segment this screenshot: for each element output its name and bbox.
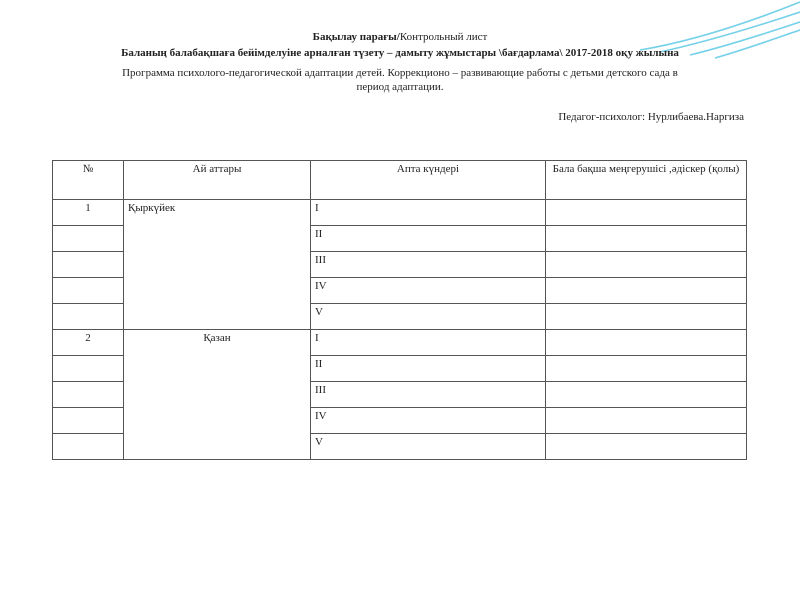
cell-signature[interactable] [546, 200, 747, 226]
cell-number [53, 252, 124, 278]
header-month: Ай аттары [124, 161, 311, 200]
subtitle-line-1: Программа психолого-педагогической адаптации детей. Коррекционо – развивающие работы с детьми детского сада в [122, 67, 678, 79]
cell-number [53, 434, 124, 460]
title-kazakh: Бақылау парағы/ [312, 31, 400, 43]
psychologist-name: Педагог-психолог: Нурлибаева.Наргиза [558, 111, 744, 123]
cell-signature[interactable] [546, 434, 747, 460]
cell-number [53, 382, 124, 408]
cell-signature[interactable] [546, 330, 747, 356]
cell-signature[interactable] [546, 226, 747, 252]
header-week: Апта күндері [311, 161, 546, 200]
header-signature: Бала бақша меңгерушісі ,әдіскер (қолы) [546, 161, 747, 200]
document-title [0, 31, 800, 44]
cell-signature[interactable] [546, 278, 747, 304]
cell-week: III [311, 252, 546, 278]
cell-week: V [311, 304, 546, 330]
document-subtitle-russian [0, 66, 800, 94]
cell-week: IV [311, 278, 546, 304]
cell-number [53, 226, 124, 252]
header-number: № [53, 161, 124, 200]
cell-signature[interactable] [546, 356, 747, 382]
cell-week: I [311, 200, 546, 226]
cell-signature[interactable] [546, 304, 747, 330]
cell-week: II [311, 356, 546, 382]
cell-month: Қыркүйек [124, 200, 311, 330]
title-russian: Контрольный лист [399, 31, 488, 43]
cell-number [53, 356, 124, 382]
cell-week: IV [311, 408, 546, 434]
cell-signature[interactable] [546, 408, 747, 434]
table-header-row [53, 161, 747, 200]
cell-number [53, 408, 124, 434]
cell-number [53, 278, 124, 304]
cell-number [53, 304, 124, 330]
cell-month: Қазан [124, 330, 311, 460]
document-subtitle-kazakh: Баланың балабақшаға бейімделуіне арналған түзету – дамыту жұмыстары \бағдарлама\ 2017-2018 оқу жылына [121, 47, 679, 59]
cell-signature[interactable] [546, 382, 747, 408]
cell-week: V [311, 434, 546, 460]
control-table [52, 160, 747, 460]
subtitle-line-2: период адаптации. [356, 81, 444, 93]
cell-number: 2 [53, 330, 124, 356]
table-row [53, 330, 747, 356]
cell-week: III [311, 382, 546, 408]
cell-signature[interactable] [546, 252, 747, 278]
cell-week: II [311, 226, 546, 252]
table-row [53, 200, 747, 226]
cell-number: 1 [53, 200, 124, 226]
cell-week: I [311, 330, 546, 356]
